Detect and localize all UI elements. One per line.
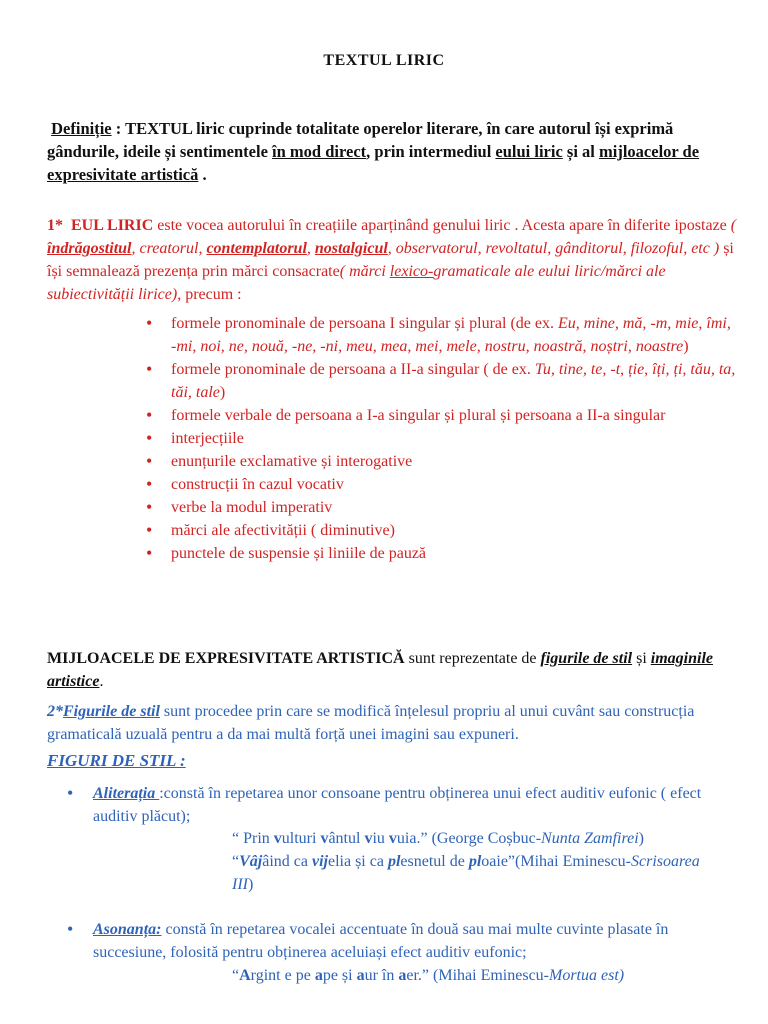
definition-label: Definiție xyxy=(51,119,112,138)
list-item: • punctele de suspensie și liniile de pauză xyxy=(146,542,736,565)
list-item: • formele pronominale de persoana a II-a singular ( de ex. Tu, tine, te, -t, ție, îți, ți, tău, ta, tăi, tale) xyxy=(146,358,736,404)
list-item: • formele verbale de persoana a I-a singular și plural și persoana a II-a singular xyxy=(146,404,736,427)
asonanta-quote: “Argint e pe ape și aur în aer.” (Mihai Eminescu-Mortua est) xyxy=(232,967,625,984)
figuri-list xyxy=(67,782,737,828)
list-item: • interjecțiile xyxy=(146,427,736,450)
eul-liric-label: EUL LIRIC xyxy=(71,217,154,234)
figuri-paragraph: 2*Figurile de stil sunt procedee prin care se modifică înțelesul propriu al unui cuvânt sau construcția gramaticală uzuală pentru a da mai multă forță unei imagini sau expuneri. xyxy=(47,703,695,743)
mijloace-paragraph: MIJLOACELE DE EXPRESIVITATE ARTISTICĂ sunt reprezentate de figurile de stil și imaginile artistice. xyxy=(47,650,713,690)
list-item: • construcții în cazul vocativ xyxy=(146,473,736,496)
list-item: • mărci ale afectivității ( diminutive) xyxy=(146,519,736,542)
figuri-heading: FIGURI DE STIL : xyxy=(47,751,186,770)
eul-liric-paragraph: 1* EUL LIRIC este vocea autorului în creațiile aparținând genului liric . Acesta apare în diferite ipostaze ( îndrăgostitul, creatorul, contemplatorul, nostalgicul, observatorul, revoltatul, gânditorul, filozoful, etc ) și își semnalează prezența prin mărci consacrate( mărci lexico-gramaticale ale eului liric/mărci ale subiectivității lirice), precum : xyxy=(47,217,737,303)
list-item-aliteratia: • Aliterația :constă în repetarea unor consoane pentru obținerea unui efect auditiv eufonic ( efect auditiv plăcut); xyxy=(67,782,737,828)
page-title: TEXTUL LIRIC xyxy=(323,52,445,69)
list-item: • verbe la modul imperativ xyxy=(146,496,736,519)
aliteratia-quote-2: “Vâjâind ca vijelia și ca plesnetul de ploaie”(Mihai Eminescu-Scrisoarea III) xyxy=(232,853,700,893)
list-item-asonanta: • Asonanța: constă în repetarea vocalei accentuate în două sau mai multe cuvinte plasate în succesiune, folosită pentru obținerea aceluiași efect auditiv eufonic; xyxy=(67,918,737,964)
list-item: • enunțurile exclamative și interogative xyxy=(146,450,736,473)
figuri-list-2 xyxy=(67,918,737,964)
definition-paragraph: Definiție : TEXTUL liric cuprinde totalitate operelor literare, în care autorul își exprimă gândurile, ideile și sentimentele în mod direct, prin intermediul eului liric și al mijloacelor de expresivitate artistică . xyxy=(47,119,700,184)
subjectivity-marks-list xyxy=(146,312,736,565)
list-item: • formele pronominale de persoana I singular și plural (de ex. Eu, mine, mă, -m, mie, îmi, -mi, noi, ne, nouă, -ne, -ni, meu, mea, mei, mele, nostru, noastră, noștri, noastre) xyxy=(146,312,736,358)
aliteratia-quote-1: “ Prin vulturi vântul viu vuia.” (George Coșbuc-Nunta Zamfirei) xyxy=(232,830,644,847)
figuri-label: Figurile de stil xyxy=(63,703,160,720)
